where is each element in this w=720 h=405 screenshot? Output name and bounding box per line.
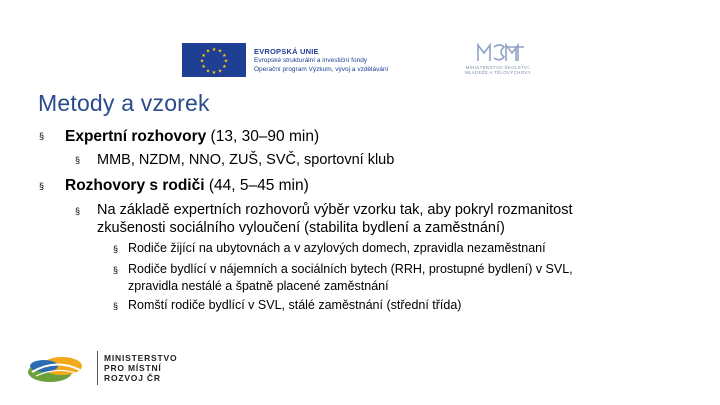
mmr-logo [22, 348, 222, 388]
bullet-marker: § [39, 181, 45, 191]
svg-text:★: ★ [211, 47, 217, 53]
sub-sub-bullet-rental-line1: Rodiče bydlící v nájemních a sociálních bytech (RRH, prostupné bydlení) v SVL, [128, 262, 573, 276]
msmt-caption-line1: MINISTERSTVO ŠKOLSTVÍ, [465, 65, 531, 70]
svg-text:★: ★ [222, 53, 227, 59]
sub-sub-bullet-hostels: Rodiče žijící na ubytovnách a v azylových domech, zpravidla nezaměstnaní [128, 241, 546, 255]
sub-sub-bullet-roma: Romští rodiče bydlící v SVL, stálé zaměstnání (střední třída) [128, 298, 462, 312]
msmt-caption-line2: MLÁDEŽE A TĚLOVÝCHOVY [464, 70, 532, 75]
bullet-expert-interviews [65, 128, 319, 146]
msmt-logo-caption [448, 65, 548, 75]
msmt-logo [448, 41, 548, 77]
bullet-marker: § [113, 265, 119, 275]
mmr-logo-line2: PRO MÍSTNÍ [104, 363, 162, 373]
svg-text:★: ★ [217, 68, 223, 75]
sub-sub-bullet-rental-line2: zpravidla nestálé a špatně placené zaměstnání [128, 279, 389, 293]
bullet-marker: § [113, 244, 119, 254]
mmr-logo-text [104, 353, 177, 383]
bullet-parent-interviews-bold: Rozhovory s rodiči [65, 177, 205, 194]
svg-text:★: ★ [223, 58, 229, 65]
mmr-logo-line3: ROZVOJ ČR [104, 373, 161, 383]
svg-text:★: ★ [211, 70, 217, 77]
mmr-logo-line1: MINISTERSTVO [104, 353, 178, 363]
svg-text:★: ★ [201, 64, 206, 71]
bullet-marker: § [39, 131, 45, 141]
svg-text:★: ★ [199, 58, 205, 65]
sub-bullet-organizations: MMB, NZDM, NNO, ZUŠ, SVČ, sportovní klub [97, 152, 395, 168]
bullet-parent-interviews [65, 177, 309, 195]
sub-bullet-sample-line2: zkušenosti sociálního vyloučení (stabilita bydlení a zaměstnání) [97, 220, 505, 236]
eu-logo [182, 42, 432, 78]
eu-flag-icon [182, 43, 246, 77]
bullet-expert-interviews-bold: Expertní rozhovory [65, 128, 207, 145]
eu-logo-line2: Evropské strukturální a investiční fondy [254, 56, 368, 64]
svg-text:★: ★ [205, 68, 211, 75]
svg-text:★: ★ [217, 48, 223, 55]
svg-text:★: ★ [201, 53, 206, 59]
bullet-parent-interviews-detail: (44, 5–45 min) [204, 177, 309, 194]
bullet-marker: § [75, 155, 81, 165]
eu-logo-text [254, 47, 388, 74]
eu-logo-line1: EVROPSKÁ UNIE [254, 46, 319, 56]
bullet-expert-interviews-detail: (13, 30–90 min) [206, 128, 320, 145]
bullet-marker: § [75, 206, 81, 216]
eu-logo-line3: Operační program Výzkum, vývoj a vzdělávání [254, 65, 389, 73]
svg-text:★: ★ [222, 64, 227, 71]
bullet-marker: § [113, 301, 119, 311]
svg-text:★: ★ [205, 48, 211, 55]
msmt-emblem-icon [448, 41, 548, 65]
mmr-logo-divider [97, 351, 98, 385]
mmr-emblem-icon [22, 348, 94, 388]
slide-title: Metody a vzorek [38, 90, 210, 116]
sub-bullet-sample-line1: Na základě expertních rozhovorů výběr vzorku tak, aby pokryl rozmanitost [97, 202, 573, 218]
